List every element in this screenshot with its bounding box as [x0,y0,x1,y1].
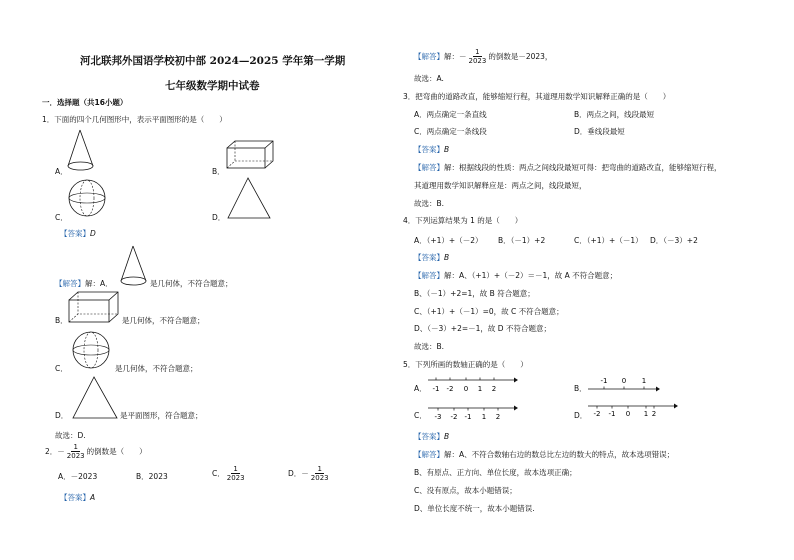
q4-option-a: A．（+1）+（－2） [414,236,483,245]
q4-option-c: C．（+1）+（－1） [574,236,643,245]
q1-solution-d-label: D． [55,411,69,420]
q2-option-b: B．2023 [136,472,168,481]
q3-solution-line2: 其道理用数学知识解释应是：两点之间，线段最短， [414,181,587,190]
q4-option-b: B．（－1）+2 [498,236,546,245]
answer-value: B [444,253,450,262]
section-heading: 一．选择题（共16小题） [42,98,128,107]
triangle-icon [71,375,119,421]
q4-solution-line2: B、（－1）+2=1，故 B 符合题意； [414,289,535,298]
axis-tick-label: -3 [434,413,442,421]
q1-solution-d-text: 是平面图形，符合题意； [120,411,203,420]
q4-choose: 故选：B. [414,342,445,351]
q1-option-d: D． [212,213,226,222]
axis-tick-label: -1 [432,385,440,393]
q2-option-c: C． $\frac{1}{2023}$ [212,465,245,482]
axis-tick-label: 1 [641,377,647,385]
q1-option-b: B． [212,167,225,176]
answer-tag: 【答案】 [60,229,90,238]
q1-option-c: C． [55,213,68,222]
q3-stem: 3．把弯曲的道路改直，能够缩短行程，其道理用数学知识解释正确的是（ ） [403,92,671,101]
answer-tag: 【答案】 [414,432,444,441]
q1-solution-c-text: 是几何体，不符合题意； [115,364,198,373]
q1-solution-b-text: 是几何体，不符合题意； [122,316,205,325]
q3-solution-line1: 【解答】解：根据线段的性质：两点之间线段最短可得：把弯曲的道路改直，能够缩短行程， [414,163,722,172]
answer-value: B [444,145,450,154]
q2-answer [60,492,95,503]
q5-option-b: B． [574,384,587,393]
axis-tick-label: 1 [477,385,483,393]
answer-tag: 【答案】 [60,493,90,502]
axis-tick-label: 2 [651,410,657,418]
axis-tick-label: -2 [450,413,458,421]
q4-stem: 4．下列运算结果为 1 的是（ ） [403,216,523,225]
q5-solution-line4: D、单位长度不统一，故本小题错误. [414,504,535,513]
answer-value: A [90,493,96,502]
axis-c-ticks [435,408,501,421]
q2-option-d: D．－ $\frac{1}{2023}$ [288,465,329,482]
solution-tag: 【解答】 [414,271,444,280]
q5-option-a: A． [414,384,427,393]
q1-solution-b-label: B． [55,316,68,325]
q3-answer [414,144,449,155]
axis-tick-label: 0 [463,385,469,393]
exam-title-line2: 七年级数学期中试卷 [165,80,260,92]
axis-tick-label: 0 [625,410,631,418]
sphere-icon [71,330,111,370]
answer-tag: 【答案】 [414,253,444,262]
cuboid-icon [68,291,122,325]
triangle-icon [226,176,272,220]
q2-fraction: $\frac{1}{2023}$ [66,443,85,460]
solution-tag: 【解答】 [414,450,444,459]
q5-answer [414,431,449,442]
solution-tag: 【解答】 [55,279,85,288]
q2-stem: 2． － $\frac{1}{2023}$ 的倒数是（ ） [45,443,147,460]
answer-tag: 【答案】 [414,145,444,154]
axis-tick-label: -2 [593,410,601,418]
cone-icon [66,128,96,176]
number-line-d [588,398,678,420]
q5-option-c: C． [414,411,427,420]
q1-stem: 1．下面的四个几何图形中，表示平面图形的是（ ） [42,115,227,124]
solution-tag: 【解答】 [414,52,444,61]
q5-option-d: D． [574,411,588,420]
q5-stem: 5．下列所画的数轴正确的是（ ） [403,360,528,369]
answer-value: B [444,432,450,441]
q2-choose: 故选：A. [414,74,444,83]
solution-tag: 【解答】 [414,163,444,172]
axis-tick-label: 0 [621,377,627,385]
q3-option-d: D．垂线段最短 [574,127,625,136]
axis-tick-label: 2 [495,413,501,421]
q3-option-b: B．两点之间，线段最短 [574,110,655,119]
number-line-c [428,401,518,423]
axis-tick-label: -2 [446,385,454,393]
q3-option-a: A．两点确定一条直线 [414,110,487,119]
q2-option-a: A．－2023 [58,472,98,481]
axis-tick-label: -1 [464,413,472,421]
axis-tick-label: -1 [600,377,608,385]
q4-solution-line4: D、（－3）+2=－1，故 D 不符合题意； [414,324,551,333]
axis-tick-label: -1 [608,410,616,418]
cuboid-icon [226,140,276,172]
number-line-a [428,372,518,398]
q2-solution: 【解答】 解：－ $\frac{1}{2023}$ 的倒数是－2023， [414,48,553,65]
axis-d-ticks [594,406,657,418]
q1-option-a: A． [55,167,68,176]
q1-solution-c-label: C． [55,364,68,373]
q1-solution-a [55,278,113,289]
solution-a-label: 解：A． [85,279,113,288]
q5-solution-line1: 【解答】解：A、不符合数轴右边的数总比左边的数大的特点，故本选项错误； [414,450,675,459]
q4-solution-line3: C、（+1）+（－1）=0，故 C 不符合题意； [414,307,564,316]
q5-solution-line3: C、没有原点，故本小题错误； [414,486,517,495]
axis-b-ticks [601,377,647,389]
q1-choose: 故选：D. [55,431,86,440]
q1-solution-a-text: 是几何体，不符合题意； [150,279,233,288]
q3-choose: 故选：B. [414,199,445,208]
axis-tick-label: 1 [643,410,649,418]
q2-number: 2． [45,447,58,456]
q1-answer [60,228,96,239]
number-line-b [588,375,660,395]
exam-title-line1: 河北联邦外国语学校初中部 2024—2025 学年第一学期 [80,55,346,67]
q4-answer [414,252,449,263]
answer-value: D [90,229,96,238]
axis-tick-label: 2 [491,385,497,393]
q2-stem-tail: 的倒数是（ ） [86,447,147,456]
sphere-icon [67,178,107,218]
q4-option-d: D．（－3）+2 [650,236,698,245]
cone-icon [118,244,150,290]
q3-option-c: C．两点确定一条线段 [414,127,487,136]
axis-tick-label: 1 [481,413,487,421]
q4-solution-line1: 【解答】解：A、（+1）+（－2）＝－1，故 A 不符合题意； [414,271,618,280]
q5-solution-line2: B、有原点、正方向、单位长度，故本选项正确； [414,468,577,477]
